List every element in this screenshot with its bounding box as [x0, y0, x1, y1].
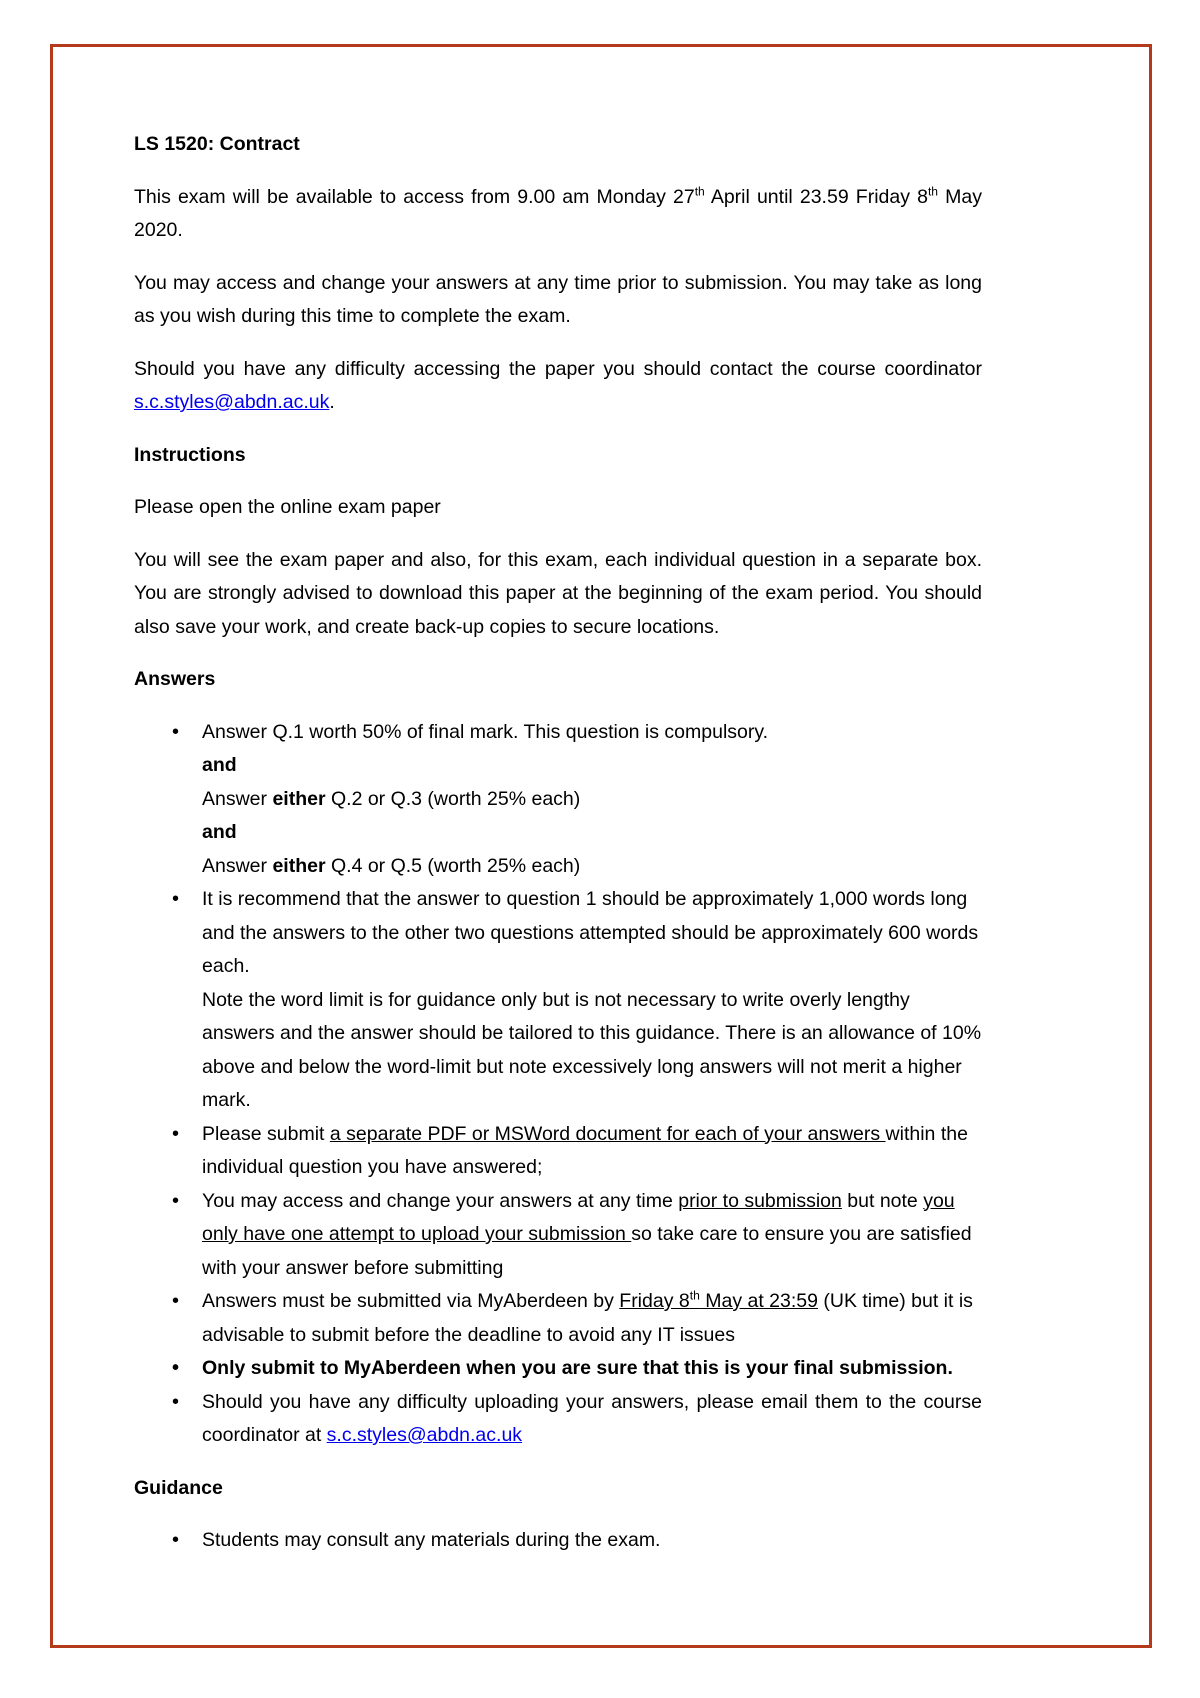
- answer-suffix-1: Q.2 or Q.3 (worth 25% each): [325, 787, 581, 810]
- difficulty-paragraph: [134, 353, 982, 420]
- word-limit-note: Note the word limit is for guidance only but is not necessary to write overly lengthy answers and the answer should be tailored to this guidance. There is an allowance of 10% above and below the word-limit but note excessively long answers will not merit a higher mark.: [202, 988, 982, 1111]
- list-item-deadline: [202, 1285, 982, 1352]
- deadline-underlined: [619, 1290, 818, 1312]
- list-item-submit-format: [202, 1118, 982, 1185]
- answer-q1-line: • Answer Q.1 worth 50% of final mark. This question is compulsory.: [202, 720, 769, 743]
- availability-text-b: April until 23.59 Friday 8: [704, 185, 928, 208]
- access-paragraph: You may access and change your answers at any time prior to submission. You may take as long as you wish during this time to complete the exam.: [134, 271, 982, 327]
- conjunction-and-1: and: [202, 754, 237, 776]
- deadline-before: Answers must be submitted via MyAberdeen by: [202, 1290, 620, 1312]
- page-title: LS 1520: Contract: [134, 133, 300, 155]
- upload-difficulty-before: Should you have any difficulty uploading your answers, please email them to the course coordinator at: [202, 1390, 982, 1446]
- list-item-guidance-materials: • Students may consult any materials during the exam.: [202, 1524, 982, 1558]
- answers-heading: Answers: [134, 668, 216, 690]
- coordinator-email-link-2[interactable]: s.c.styles@abdn.ac.uk: [326, 1424, 523, 1446]
- availability-text-a: This exam will be available to access from 9.00 am Monday 27: [134, 185, 695, 208]
- deadline-date-b: May at 23:59: [699, 1290, 818, 1312]
- ordinal-suffix-may: th: [927, 184, 939, 198]
- exam-paper-paragraph: You will see the exam paper and also, for this exam, each individual question in a separate box. You are strongly advised to download this paper at the beginning of the exam period. You should also save your work, and create back-up copies to secure locations.: [134, 548, 982, 638]
- deadline-date-a: Friday 8: [619, 1290, 690, 1312]
- one-attempt-underlined: you only have one attempt to upload your submission: [202, 1189, 955, 1245]
- list-item-final-submission: • Only submit to MyAberdeen when you are sure that this is your final submission.: [202, 1352, 982, 1386]
- guidance-heading: Guidance: [134, 1476, 223, 1499]
- submit-format-before: Please submit: [202, 1122, 330, 1145]
- one-attempt-after: so take care to ensure you are satisfied with your answer before submitting: [202, 1223, 972, 1279]
- deadline-after: (UK time) but it is advisable to submit before the deadline to avoid any IT issues: [202, 1290, 973, 1346]
- answer-q4-q5-line: [202, 850, 982, 884]
- answer-q2-q3-line: [202, 783, 982, 817]
- availability-paragraph: [134, 181, 982, 248]
- document-content: [134, 128, 982, 1577]
- difficulty-text-after: .: [329, 391, 335, 413]
- list-item-answer-structure: [202, 716, 982, 884]
- answers-bullet-list: [134, 716, 982, 1453]
- answer-prefix-2: Answer: [202, 854, 273, 877]
- instructions-heading: Instructions: [134, 443, 246, 466]
- answer-suffix-2: Q.4 or Q.5 (worth 25% each): [325, 854, 581, 877]
- word-count-recommendation: • It is recommend that the answer to question 1 should be approximately 1,000 words long and the answers to the other two questions attempted should be approximately 600 words each.: [202, 888, 979, 977]
- guidance-bullet-list: [134, 1524, 982, 1558]
- answer-prefix-1: Answer: [202, 787, 273, 810]
- prior-to-submission-underlined: prior to submission: [678, 1189, 842, 1212]
- coordinator-email-link[interactable]: s.c.styles@abdn.ac.uk: [134, 391, 330, 413]
- ordinal-suffix-april: th: [694, 184, 705, 198]
- either-keyword-1: either: [272, 787, 326, 810]
- list-item-one-attempt: [202, 1185, 982, 1286]
- one-attempt-middle: but note: [841, 1189, 924, 1212]
- availability-text-c: May 2020.: [134, 185, 982, 241]
- open-paper-line: Please open the online exam paper: [134, 496, 441, 518]
- either-keyword-2: either: [272, 854, 326, 877]
- one-attempt-before: You may access and change your answers at any time: [202, 1189, 679, 1212]
- submit-format-after: within the individual question you have answered;: [202, 1122, 968, 1178]
- submit-format-underlined: a separate PDF or MSWord document for each of your answers: [329, 1122, 886, 1145]
- list-item-word-count: [202, 883, 982, 1118]
- difficulty-text-before: Should you have any difficulty accessing the paper you should contact the course coordinator: [134, 357, 982, 380]
- ordinal-suffix-deadline: th: [689, 1288, 700, 1303]
- list-item-upload-difficulty: [202, 1386, 982, 1453]
- conjunction-and-2: and: [202, 821, 237, 843]
